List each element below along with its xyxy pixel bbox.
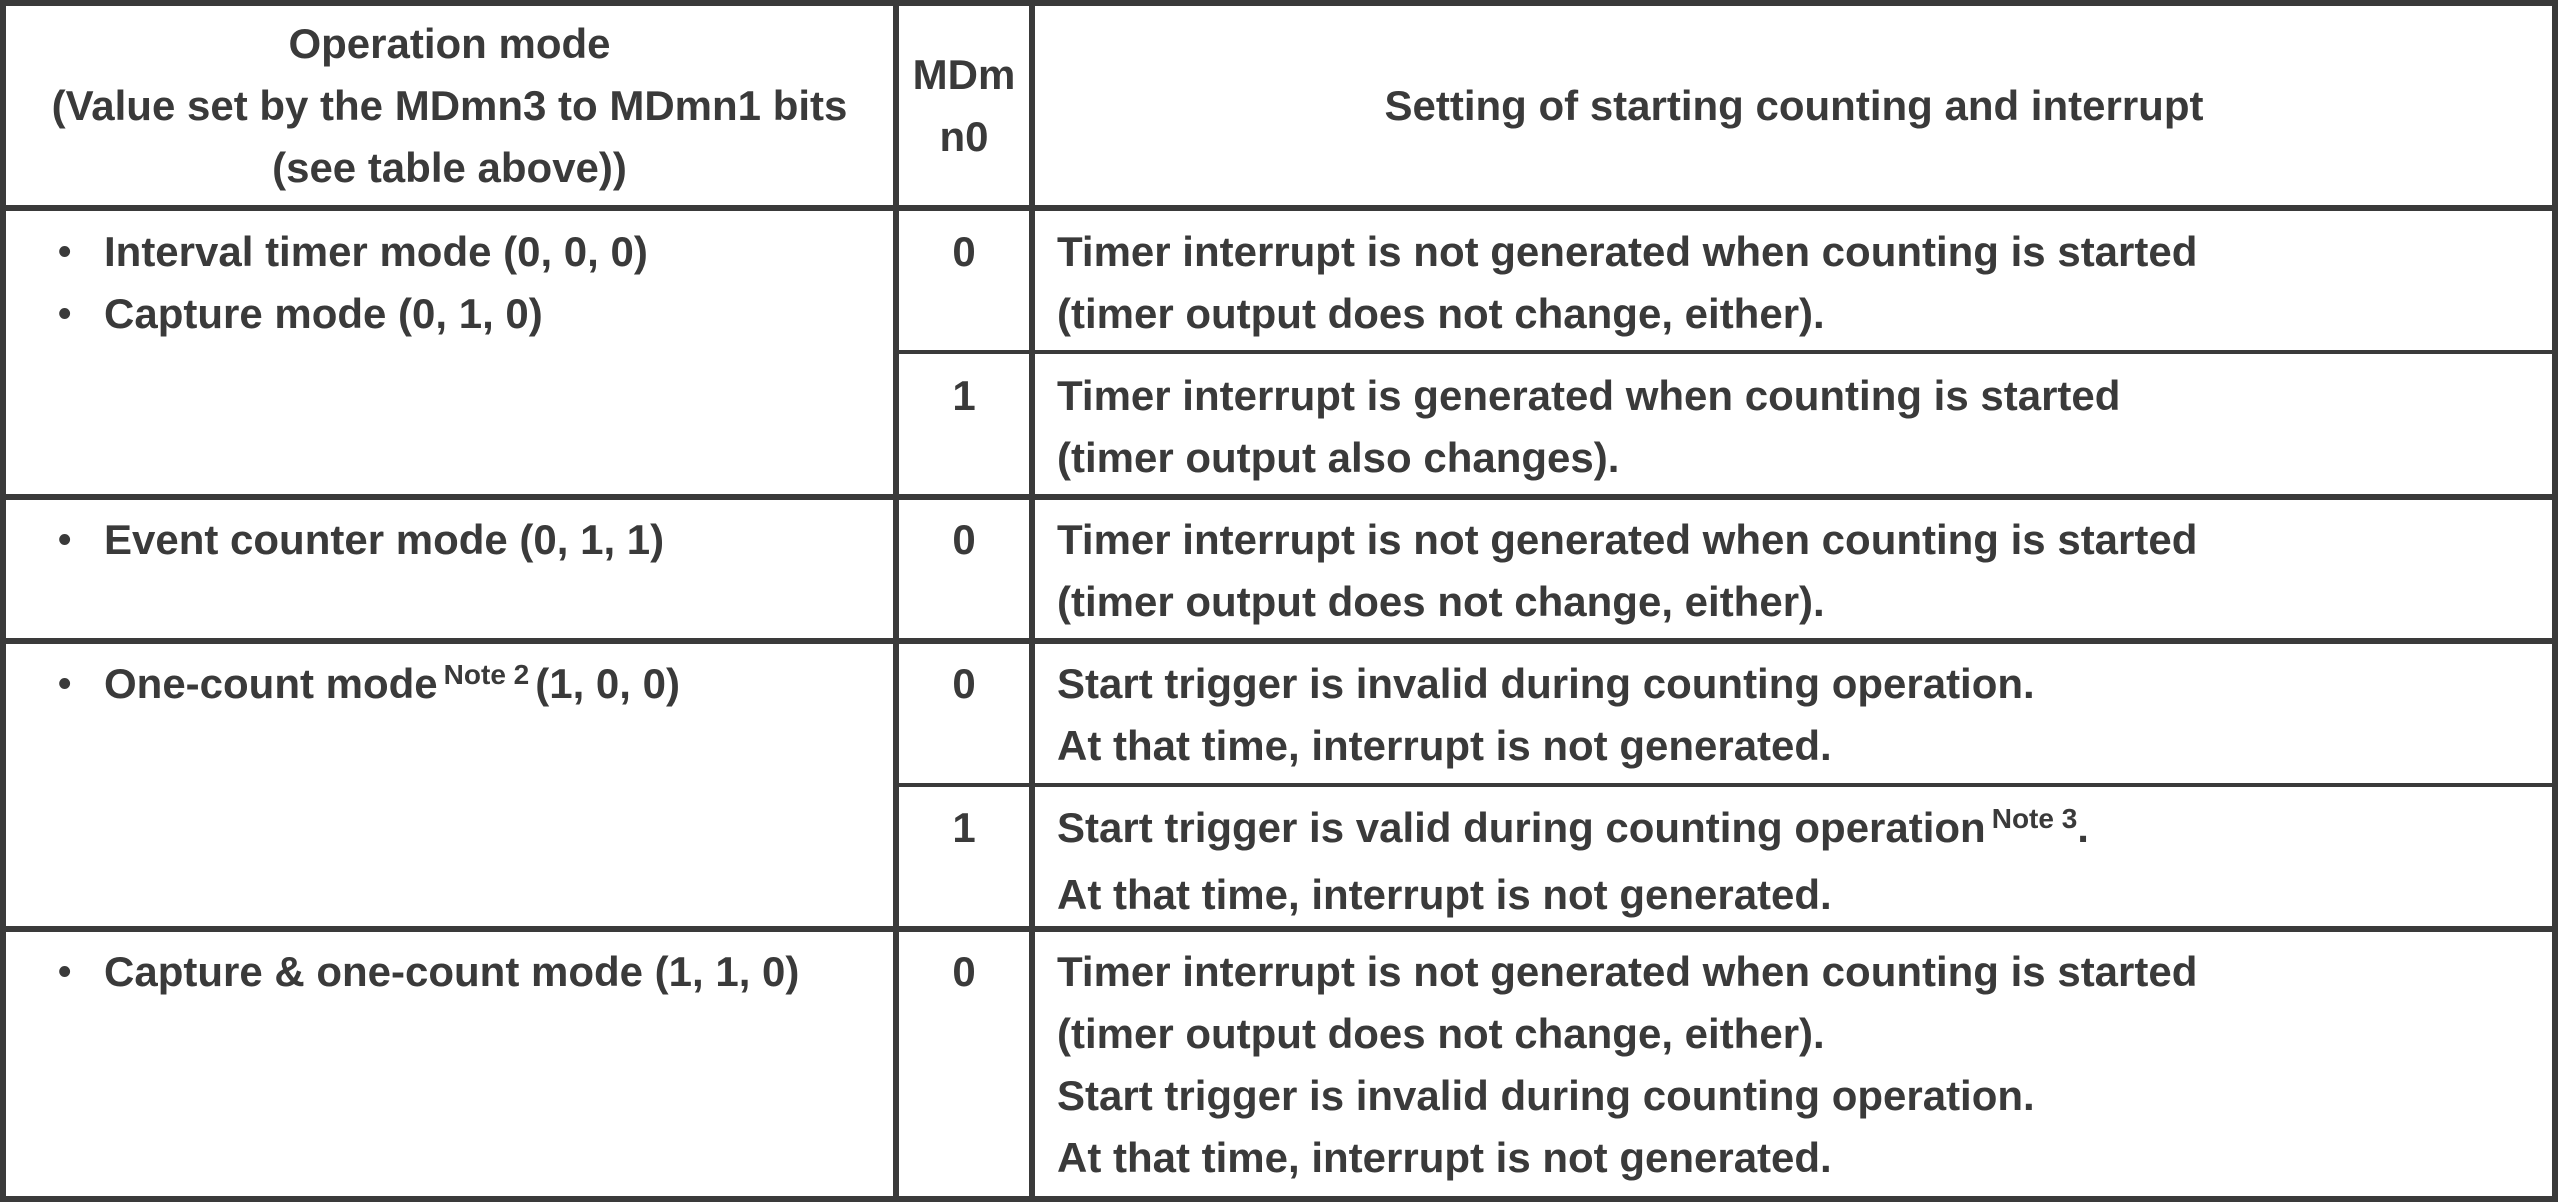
header-col1-line3: (see table above)) [272,144,627,191]
mdmn0-value: 0 [952,516,976,563]
mode-bits: (1, 0, 0) [535,660,680,707]
note-3-ref: Note 3 [1991,803,2078,834]
setting-line: Start trigger is invalid during counting operation. [1057,1072,2035,1119]
header-mdmn0 [899,6,1029,206]
setting-line: Start trigger is invalid during counting operation. [1057,660,2035,707]
setting-line: (timer output does not change, either). [1057,290,1825,337]
mdmn0-value: 0 [952,228,976,275]
header-col2-line1: MDm [912,51,1016,98]
mode-text: One-count mode [104,660,438,707]
header-col3-text: Setting of starting counting and interrupt [1384,82,2204,129]
setting-description [1057,221,2537,345]
setting-line: Timer interrupt is not generated when counting is started [1057,228,2198,275]
header-operation-mode [6,6,893,206]
setting-line: (timer output also changes). [1057,434,1620,481]
setting-description [1057,653,2537,777]
setting-period: . [2077,804,2089,851]
mdmn0-value: 0 [952,948,976,995]
setting-line: Timer interrupt is generated when counting is started [1057,372,2121,419]
mode-item-one-count [52,653,882,720]
mode-group-interval-capture [52,221,882,345]
mode-item-capture-one-count: • Capture & one-count mode (1, 1, 0) [52,941,882,1003]
setting-line: (timer output does not change, either). [1057,1010,1825,1057]
setting-description [1057,941,2537,1189]
setting-line: At that time, interrupt is not generated. [1057,871,1832,918]
setting-line [1057,797,2537,864]
setting-line: Timer interrupt is not generated when counting is started [1057,516,2198,563]
header-col2-line2: n0 [939,113,989,160]
mode-item-event-counter: • Event counter mode (0, 1, 1) [52,509,882,571]
setting-description [1057,365,2537,489]
setting-text: Start trigger is valid during counting operation [1057,804,1986,851]
setting-description [1057,797,2537,926]
mdmn0-value: 0 [952,660,976,707]
setting-line: Timer interrupt is not generated when counting is started [1057,948,2198,995]
setting-line: (timer output does not change, either). [1057,578,1825,625]
note-2-ref: Note 2 [443,659,530,690]
mode-item-interval-timer: • Interval timer mode (0, 0, 0) [52,221,882,283]
mode-group-capture-one-count [52,941,882,1003]
setting-description [1057,509,2537,633]
setting-line: At that time, interrupt is not generated. [1057,1134,1832,1181]
mode-group-one-count [52,653,882,720]
setting-line: At that time, interrupt is not generated. [1057,722,1832,769]
mdmn0-value: 1 [952,804,976,851]
mdmn0-value: 1 [952,372,976,419]
mode-item-capture: • Capture mode (0, 1, 0) [52,283,882,345]
header-col1-line1: Operation mode [288,20,611,67]
header-col1-line2: (Value set by the MDmn3 to MDmn1 bits [51,82,848,129]
mode-group-event-counter [52,509,882,571]
header-setting [1035,6,2553,206]
